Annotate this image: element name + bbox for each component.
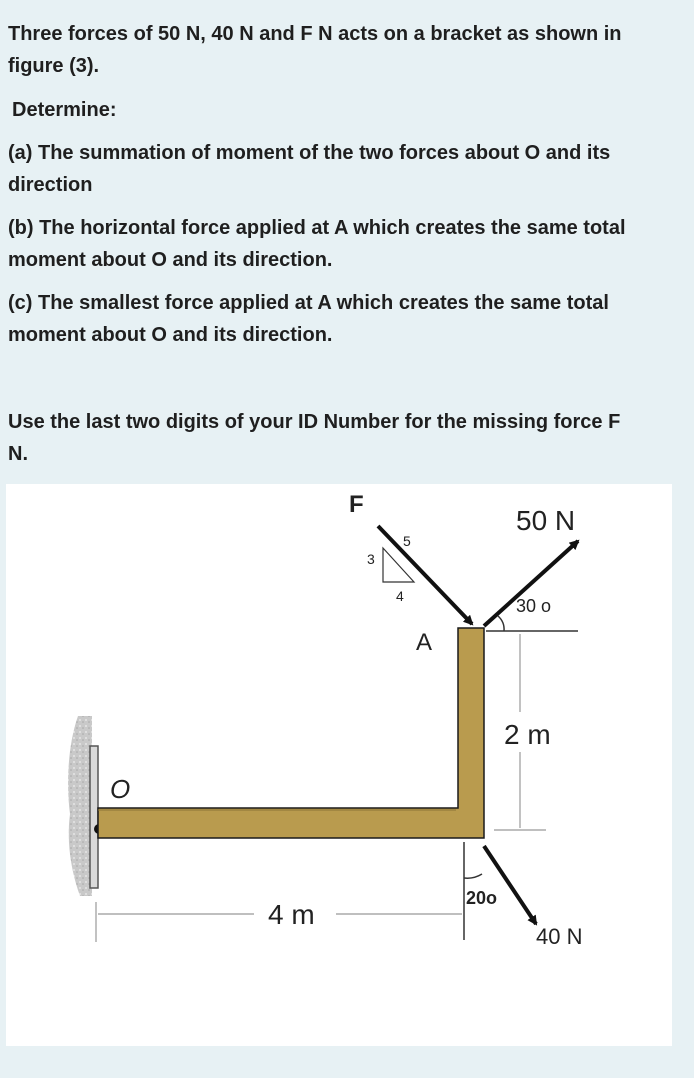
- part-c-text: (c) The smallest force applied at A which creates the same total moment about O and its direction.: [8, 292, 609, 346]
- force-f-label: F: [349, 491, 364, 518]
- angle-30-label: 30 o: [516, 596, 552, 616]
- angle-20-label: 20o: [466, 888, 498, 908]
- angle-20-arc: [464, 874, 482, 878]
- determine-heading: Determine:: [12, 99, 117, 121]
- part-b-text: (b) The horizontal force applied at A which creates the same total moment about O and its direction.: [8, 217, 626, 271]
- slope-4-label: 4: [396, 588, 404, 604]
- wall-plate: [90, 746, 98, 888]
- bracket-figure: [6, 484, 672, 1046]
- bracket-diagram: [6, 484, 672, 1046]
- id-note-text: Use the last two digits of your ID Number for the missing force F N.: [8, 411, 621, 465]
- part-a-text: (a) The summation of moment of the two forces about O and its direction: [8, 142, 611, 196]
- force-f-arrow: [378, 526, 472, 624]
- force-40-label: 40 N: [536, 924, 583, 949]
- length-label: 4 m: [268, 899, 315, 930]
- angle-30-arc: [498, 616, 504, 631]
- point-o-label: O: [110, 774, 131, 804]
- force-50-label: 50 N: [516, 505, 576, 536]
- bracket-body: [98, 628, 484, 838]
- slope-triangle: [383, 548, 414, 582]
- wall-support: [68, 716, 92, 896]
- height-label: 2 m: [504, 719, 551, 750]
- slope-5-label: 5: [403, 533, 411, 549]
- force-40-arrow: [484, 846, 536, 924]
- slope-3-label: 3: [367, 551, 375, 567]
- problem-intro: Three forces of 50 N, 40 N and F N acts on a bracket as shown in figure (3).: [8, 23, 622, 77]
- point-a-label: A: [416, 629, 433, 656]
